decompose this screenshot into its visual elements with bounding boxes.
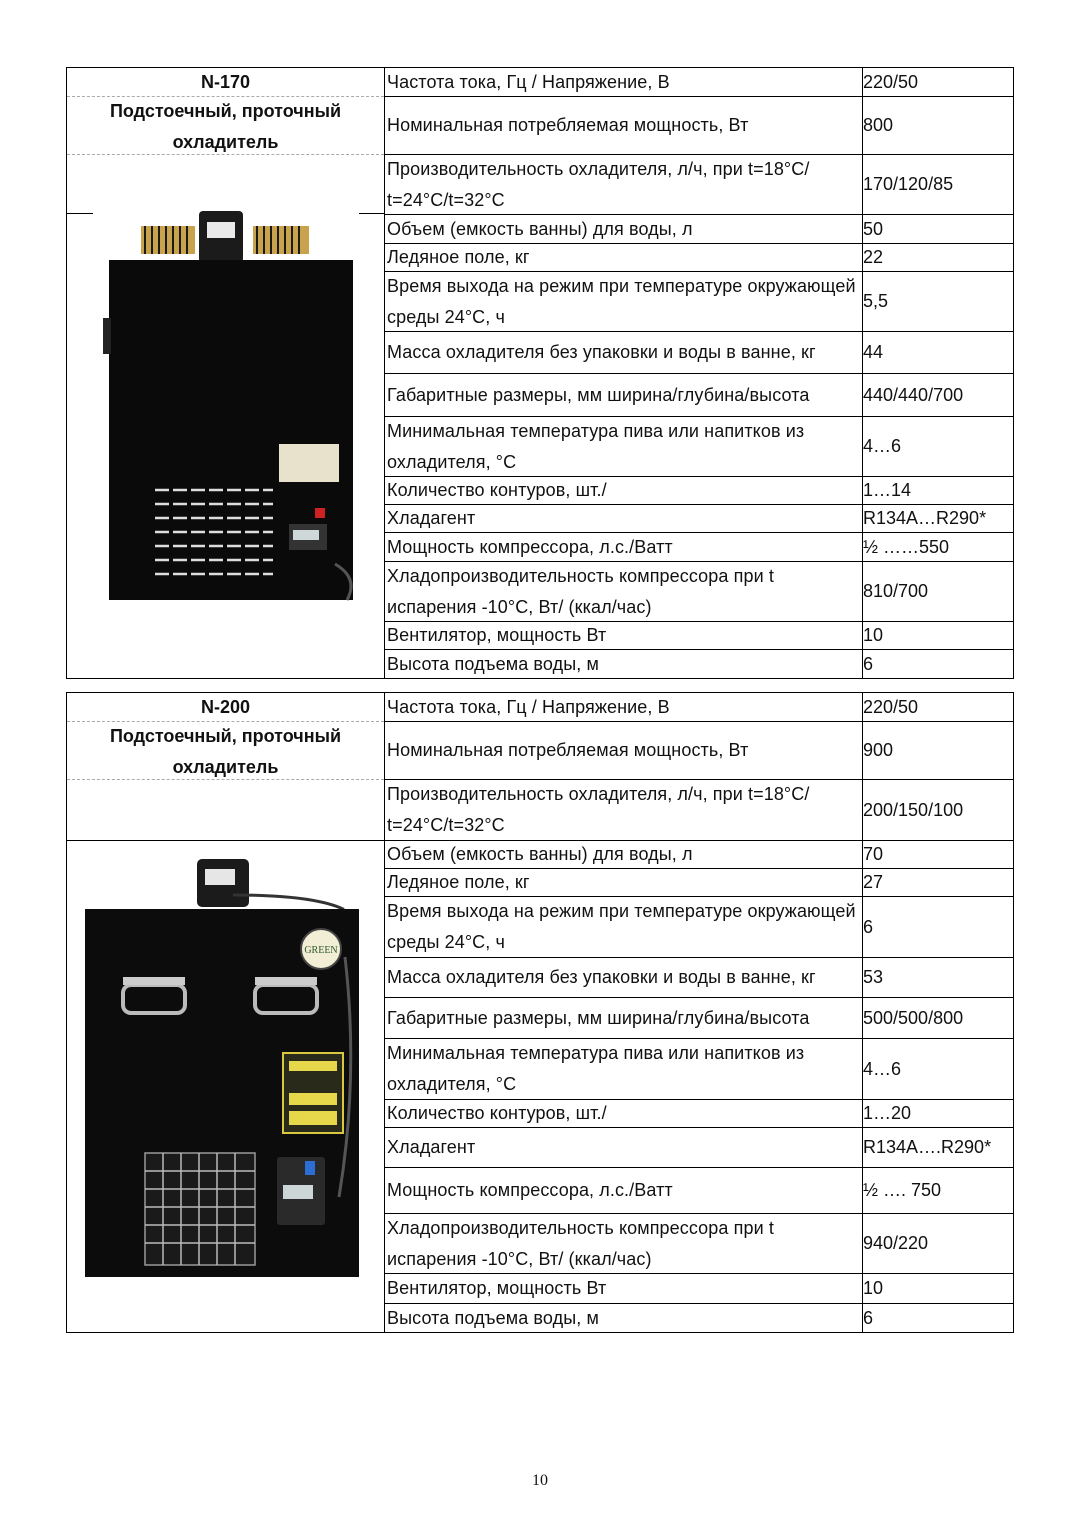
spec-row: Хладопроизводительность компрессора при t испарения -10°С, Вт/ (ккал/час) 940/220 xyxy=(385,1214,1013,1274)
model-name: N-200 xyxy=(200,697,251,717)
spec-row: Время выхода на режим при температуре окружающей среды 24°С, ч 6 xyxy=(385,897,1013,958)
spec-row: Номинальная потребляемая мощность, Вт 900 xyxy=(385,722,1013,780)
product-table-n200 xyxy=(66,692,1014,1333)
spec-row: Мощность компрессора, л.с./Ватт ½ ……550 xyxy=(385,533,1013,562)
spec-row: Габаритные размеры, мм ширина/глубина/высота 500/500/800 xyxy=(385,998,1013,1039)
page-number: 10 xyxy=(532,1472,548,1489)
spec-row: Вентилятор, мощность Вт 10 xyxy=(385,622,1013,650)
spec-row: Масса охладителя без упаковки и воды в ванне, кг 44 xyxy=(385,332,1013,374)
spec-row: Габаритные размеры, мм ширина/глубина/высота 440/440/700 xyxy=(385,374,1013,417)
spec-row: Частота тока, Гц / Напряжение, В 220/50 xyxy=(385,693,1013,722)
spec-row: Хладопроизводительность компрессора при t испарения -10°С, Вт/ (ккал/час) 810/700 xyxy=(385,562,1013,622)
product-subtitle: Подстоечный, проточный охладитель xyxy=(109,726,342,777)
product-image-n170 xyxy=(103,208,353,608)
spec-row: Хладагент R134A…R290* xyxy=(385,505,1013,533)
product-image-n200 xyxy=(83,857,363,1281)
spec-row: Ледяное поле, кг 27 xyxy=(385,869,1013,897)
product-subtitle: Подстоечный, проточный охладитель xyxy=(109,101,342,152)
spec-row: Производительность охладителя, л/ч, при t=18°C/ t=24°C/t=32°C 170/120/85 xyxy=(385,155,1013,215)
spec-row: Масса охладителя без упаковки и воды в ванне, кг 53 xyxy=(385,958,1013,998)
spec-row: Минимальная температура пива или напитков из охладителя, °С 4…6 xyxy=(385,1039,1013,1100)
spec-row: Высота подъема воды, м 6 xyxy=(387,1307,874,1328)
spec-row: Мощность компрессора, л.с./Ватт ½ …. 750 xyxy=(385,1168,1013,1214)
model-name: N-170 xyxy=(200,72,251,92)
product-table-n170 xyxy=(66,67,1014,679)
spec-row: Количество контуров, шт./ 1…14 xyxy=(385,477,1013,505)
spec-row: Высота подъема воды, м 6 xyxy=(387,653,874,674)
spec-row: Минимальная температура пива или напитков из охладителя, °С 4…6 xyxy=(385,417,1013,477)
spec-row: Объем (емкость ванны) для воды, л 50 xyxy=(385,215,1013,244)
svg-text:GREEN: GREEN xyxy=(304,945,338,956)
spec-row: Частота тока, Гц / Напряжение, В 220/50 xyxy=(385,68,1013,97)
spec-row: Вентилятор, мощность Вт 10 xyxy=(385,1274,1013,1304)
spec-row: Объем (емкость ванны) для воды, л 70 xyxy=(385,841,1013,869)
spec-row: Количество контуров, шт./ 1…20 xyxy=(385,1100,1013,1128)
spec-row: Время выхода на режим при температуре окружающей среды 24°С, ч 5,5 xyxy=(385,272,1013,332)
vent-grille xyxy=(145,1153,255,1265)
spec-row: Номинальная потребляемая мощность, Вт 800 xyxy=(385,97,1013,155)
spec-row: Ледяное поле, кг 22 xyxy=(385,244,1013,272)
spec-row: Хладагент R134A….R290* xyxy=(385,1128,1013,1168)
rating-label xyxy=(279,444,339,482)
spec-row: Производительность охладителя, л/ч, при t=18°C/ t=24°C/t=32°C 200/150/100 xyxy=(385,780,1013,841)
